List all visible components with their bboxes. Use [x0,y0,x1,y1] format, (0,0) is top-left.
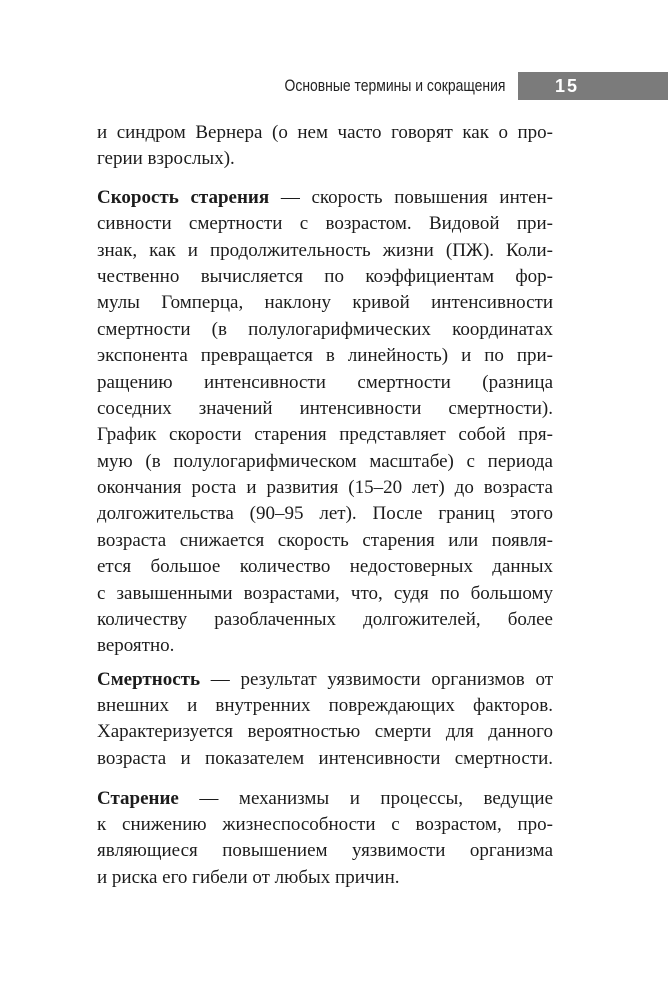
text-line: вероятно. [97,635,175,657]
text-line: График скорости старения представляет собой пря- [97,424,553,446]
text-line: Характеризуется вероятностью смерти для данного [97,721,553,743]
entry-first-line [97,667,553,693]
text-line: внешних и внутренних повреждающих факторов. [97,695,553,716]
entry-first-line [97,786,553,812]
text-line: герии взрослых). [97,148,235,170]
text-line: окончания роста и развития (15–20 лет) до возраста [97,477,553,499]
text-line: возраста и показателем интенсивности смертности. [97,747,553,769]
text-line: с завышенными возрастами, что, судя по большому [97,582,553,604]
text-line: долгожительства (90–95 лет). После границ этого [97,503,553,525]
text-line: и синдром Вернера (о нем часто говорят как о про- [97,122,553,143]
term: Скорость старения [97,186,270,208]
text-line: соседних значений интенсивности смертности). [97,397,553,419]
text-line: знак, как и продолжительность жизни (ПЖ). Коли- [97,239,553,261]
page-body [97,120,553,891]
page-number-box [518,72,668,100]
text-line: количеству разоблаченных долгожителей, более [97,609,553,631]
running-title: Основные термины и сокращения [284,76,505,95]
text-line: возраста снижается скорость старения или появля- [97,529,553,551]
page-number: 15 [555,76,580,96]
text-line: ется большое количество недостоверных данных [97,556,553,578]
entry-mortality [97,667,553,773]
text-line: к снижению жизнеспособности с возрастом, про- [97,813,553,835]
text-line: мулы Гомперца, наклону кривой интенсивности [97,292,553,314]
entry-first-line [97,185,553,211]
paragraph-intro [97,120,553,173]
text-line: ращению интенсивности смертности (разница [97,371,553,393]
text-line: сивности смертности с возрастом. Видовой при- [97,213,553,235]
entry-aging-rate [97,185,553,660]
text-line: смертности (в полулогарифмических координатах [97,318,553,340]
term: Старение [97,787,179,809]
text-line: экспонента превращается в линейность) и по при- [97,345,553,367]
term: Смертность [97,668,201,690]
text-line: чественно вычисляется по коэффициентам фор- [97,265,553,287]
text-line: являющиеся повышением уязвимости организма [97,840,553,862]
definition-start: — результат уязвимости организмов от [210,668,554,690]
text-line: и риска его гибели от любых причин. [97,866,400,888]
text-line: мую (в полулогарифмическом масштабе) с периода [97,450,553,472]
definition-start: — механизмы и процессы, ведущие [199,787,554,809]
entry-aging [97,786,553,892]
definition-start: — скорость повышения интен- [280,186,553,208]
